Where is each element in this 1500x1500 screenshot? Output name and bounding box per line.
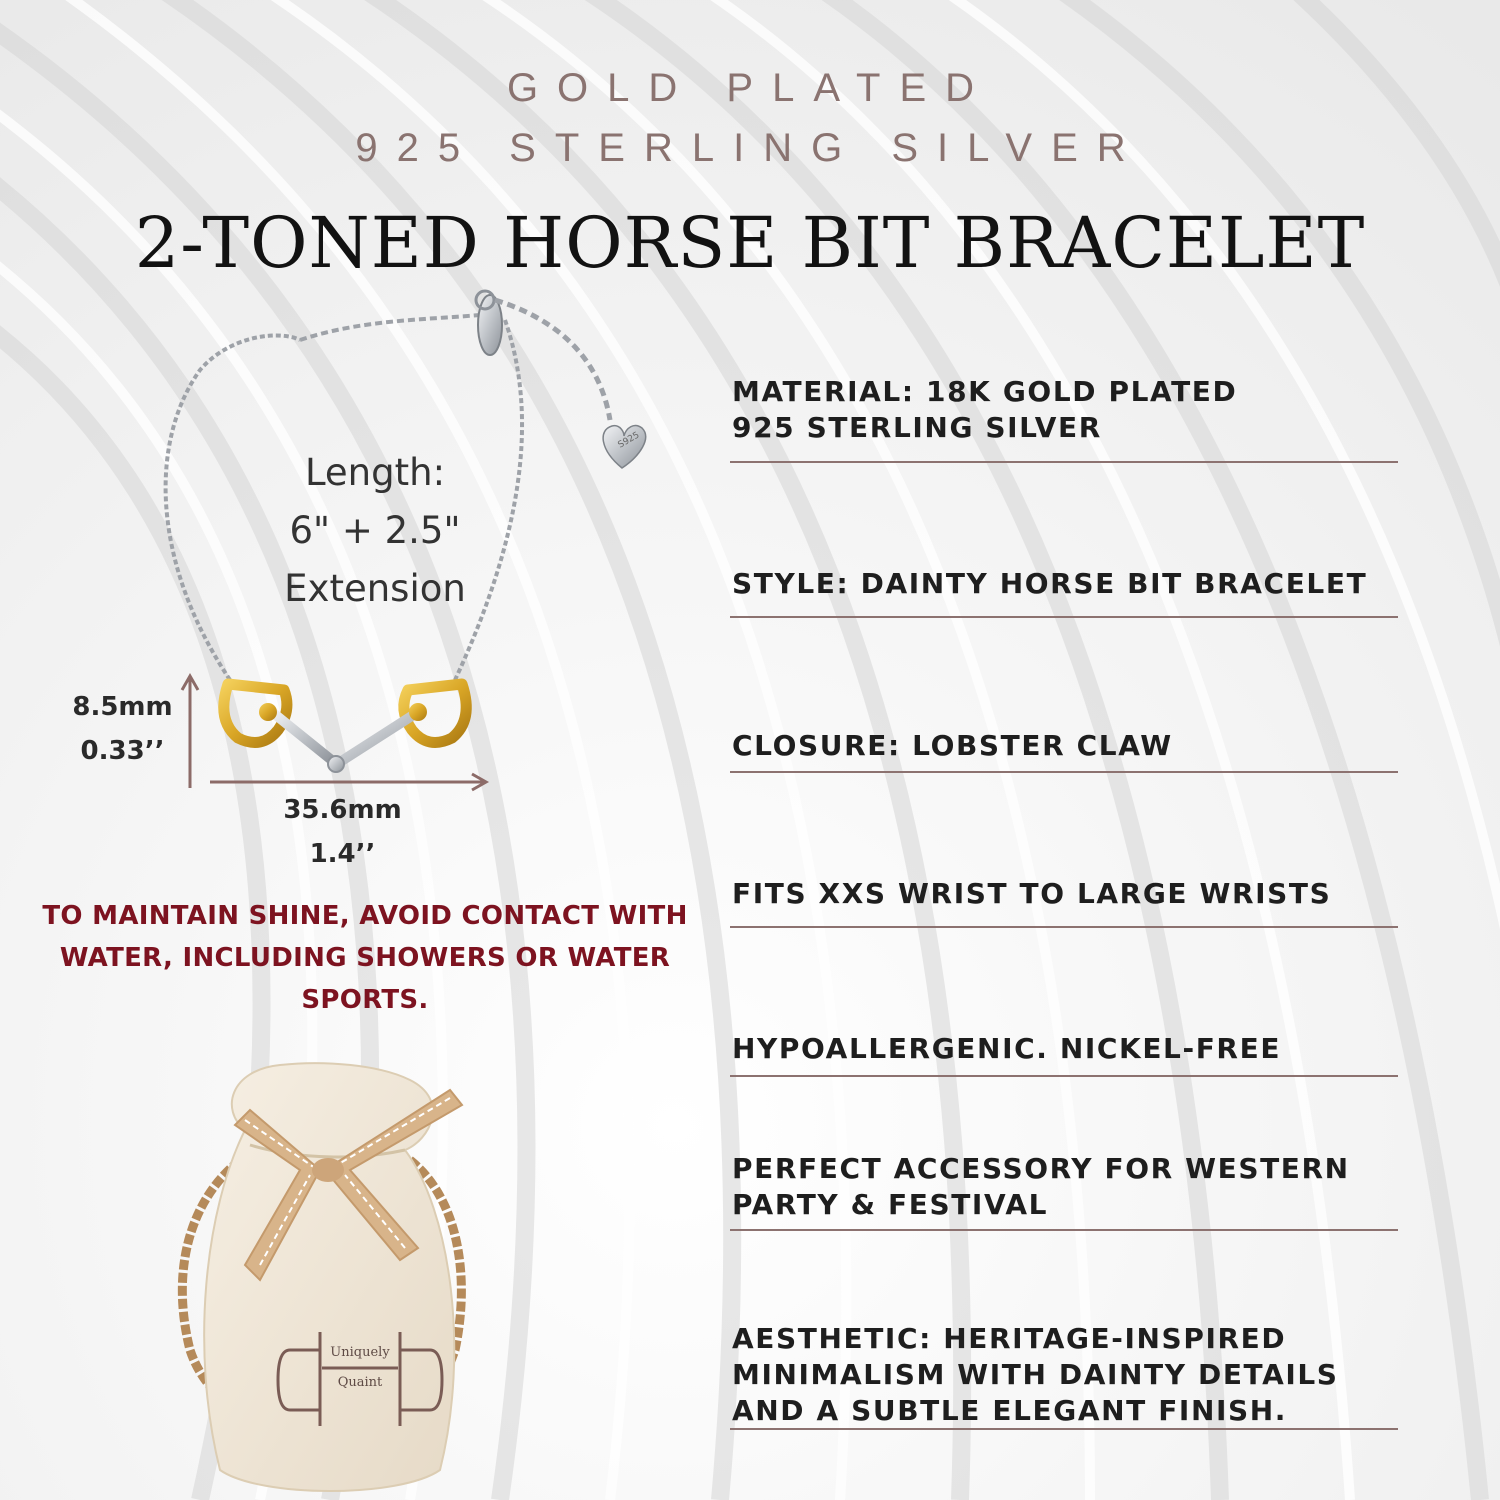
brand-line2: Quaint [337,1375,383,1390]
divider [730,461,1398,463]
feature-style-line1: STYLE: DAINTY HORSE BIT BRACELET [732,567,1368,600]
gift-pouch-image [150,1050,500,1500]
feature-aesthetic [732,1321,1422,1429]
feature-accessory-line1: PERFECT ACCESSORY FOR WESTERN [732,1152,1350,1185]
feature-fit-line1: FITS XXS WRIST TO LARGE WRISTS [732,877,1332,910]
page-title: 2-TONED HORSE BIT BRACELET [134,202,1366,284]
feature-material [732,374,1422,446]
height-in: 0.33’’ [80,736,165,766]
length-extension: Extension [284,567,466,610]
width-in: 1.4’’ [309,839,376,869]
lobster-clasp [478,295,502,355]
divider [730,616,1398,618]
width-dimension [255,788,430,876]
feature-aesthetic-line3: AND A SUBTLE ELEGANT FINISH. [732,1394,1288,1427]
height-mm: 8.5mm [72,692,173,722]
feature-material-line1: MATERIAL: 18K GOLD PLATED [732,375,1238,408]
feature-accessory [732,1151,1422,1223]
tag-text: S925 [616,430,642,451]
feature-material-line2: 925 STERLING SILVER [732,411,1102,444]
feature-aesthetic-line2: MINIMALISM WITH DAINTY DETAILS [732,1358,1339,1391]
feature-accessory-line2: PARTY & FESTIVAL [732,1188,1049,1221]
feature-fit [732,876,1422,912]
divider [730,1428,1398,1430]
length-value: 6" + 2.5" [289,509,461,552]
subtitle-sterling-silver: 925 STERLING SILVER [355,126,1145,170]
feature-style [732,566,1422,602]
feature-hypoallergenic-line1: HYPOALLERGENIC. NICKEL-FREE [732,1032,1282,1065]
divider [730,1229,1398,1231]
divider [730,771,1398,773]
divider [730,926,1398,928]
feature-aesthetic-line1: AESTHETIC: HERITAGE-INSPIRED [732,1322,1287,1355]
mouthpiece-right [340,712,418,762]
brand-line1: Uniquely [330,1345,390,1360]
feature-hypoallergenic [732,1031,1422,1067]
feature-closure-line1: CLOSURE: LOBSTER CLAW [732,729,1173,762]
feature-closure [732,728,1422,764]
subtitle-gold-plated: GOLD PLATED [506,66,994,110]
extension-chain [495,300,610,420]
divider [730,1075,1398,1077]
length-label: Length: [304,451,446,494]
care-warning: TO MAINTAIN SHINE, AVOID CONTACT WITH WATER, INCLUDING SHOWERS OR WATER SPORTS. [42,901,688,1015]
height-dimension [60,685,185,773]
width-mm: 35.6mm [283,795,402,825]
length-info [240,444,510,618]
mouthpiece-left [272,712,334,762]
